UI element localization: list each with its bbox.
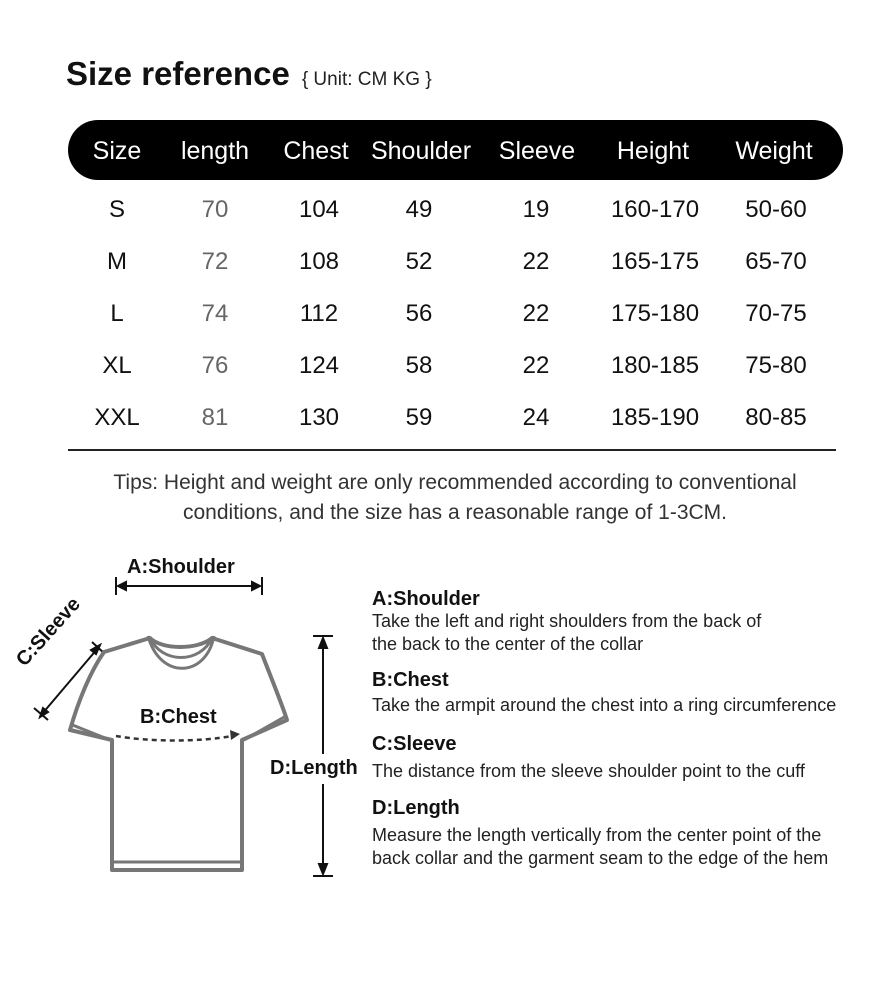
cell-shoulder: 59 (405, 404, 433, 431)
cell-weight: 70-75 (745, 300, 807, 327)
cell-weight: 65-70 (745, 248, 807, 275)
cell-length: 70 (201, 196, 229, 223)
cell-chest: 130 (298, 404, 340, 431)
cell-length: 81 (201, 404, 229, 431)
col-length: length (180, 137, 250, 165)
cell-height: 165-175 (610, 248, 700, 275)
length-measure-line (313, 636, 333, 876)
col-weight: Weight (735, 137, 813, 165)
cell-sleeve: 22 (522, 248, 550, 275)
sleeve-label: C:Sleeve (12, 593, 85, 671)
table-divider (68, 449, 836, 451)
cell-sleeve: 22 (522, 352, 550, 379)
desc-shoulder-text (372, 610, 761, 656)
cell-size: M (107, 248, 127, 275)
cell-weight: 50-60 (745, 196, 807, 223)
unit-note: { Unit: CM KG } (301, 69, 432, 90)
table-row (68, 392, 843, 444)
cell-height: 160-170 (610, 196, 700, 223)
desc-chest-title: B:Chest (372, 669, 449, 691)
table-row (68, 236, 843, 288)
table-row (68, 340, 843, 392)
shoulder-measure-line (116, 577, 262, 595)
cell-shoulder: 56 (405, 300, 433, 327)
cell-height: 185-190 (610, 404, 700, 431)
cell-weight: 75-80 (745, 352, 807, 379)
cell-shoulder: 58 (405, 352, 433, 379)
cell-sleeve: 19 (522, 196, 550, 223)
cell-chest: 124 (298, 352, 340, 379)
desc-sleeve-title: C:Sleeve (372, 733, 457, 755)
desc-length-line-1: Measure the length vertically from the center point of the (372, 825, 822, 845)
tips-line-1: Tips: Height and weight are only recommended according to conventional (113, 471, 797, 494)
desc-shoulder-line-1: Take the left and right shoulders from the back of (372, 611, 762, 631)
cell-chest: 112 (299, 300, 339, 327)
table-row (68, 288, 843, 340)
desc-shoulder-title: A:Shoulder (372, 588, 480, 610)
length-label: D:Length (270, 757, 358, 779)
shoulder-label: A:Shoulder (127, 556, 235, 578)
desc-length-text (372, 824, 828, 870)
cell-length: 72 (201, 248, 229, 275)
desc-chest-line-1: Take the armpit around the chest into a ring circumference (372, 695, 837, 715)
desc-chest-text (372, 694, 836, 717)
title-block (66, 55, 432, 93)
cell-length: 74 (201, 300, 229, 327)
cell-height: 180-185 (610, 352, 700, 379)
cell-chest: 108 (298, 248, 340, 275)
cell-weight: 80-85 (745, 404, 807, 431)
col-shoulder: Shoulder (370, 137, 472, 165)
cell-shoulder: 49 (405, 196, 433, 223)
col-chest: Chest (283, 137, 349, 165)
desc-length-line-2: back collar and the garment seam to the edge of the hem (372, 848, 829, 868)
table-header (68, 120, 843, 180)
cell-size: XXL (94, 404, 140, 431)
cell-size: XL (102, 352, 132, 379)
cell-sleeve: 22 (522, 300, 550, 327)
cell-sleeve: 24 (522, 404, 550, 431)
chest-label: B:Chest (140, 706, 217, 728)
cell-size: S (108, 196, 126, 223)
col-size: Size (92, 137, 142, 165)
cell-shoulder: 52 (405, 248, 433, 275)
col-sleeve: Sleeve (498, 137, 576, 165)
tshirt-outline (70, 638, 287, 870)
cell-height: 175-180 (610, 300, 700, 327)
desc-sleeve-line-1: The distance from the sleeve shoulder point to the cuff (372, 761, 805, 781)
desc-length-title: D:Length (372, 797, 460, 819)
tips-line-2: conditions, and the size has a reasonable range of 1-3CM. (182, 501, 727, 524)
col-height: Height (616, 137, 690, 165)
cell-length: 76 (201, 352, 229, 379)
table-row (68, 184, 843, 236)
cell-size: L (110, 300, 124, 327)
page-title: Size reference (66, 55, 290, 92)
tips-note (60, 468, 850, 528)
desc-sleeve-text (372, 760, 805, 783)
cell-chest: 104 (298, 196, 340, 223)
desc-shoulder-line-2: the back to the center of the collar (372, 634, 644, 654)
